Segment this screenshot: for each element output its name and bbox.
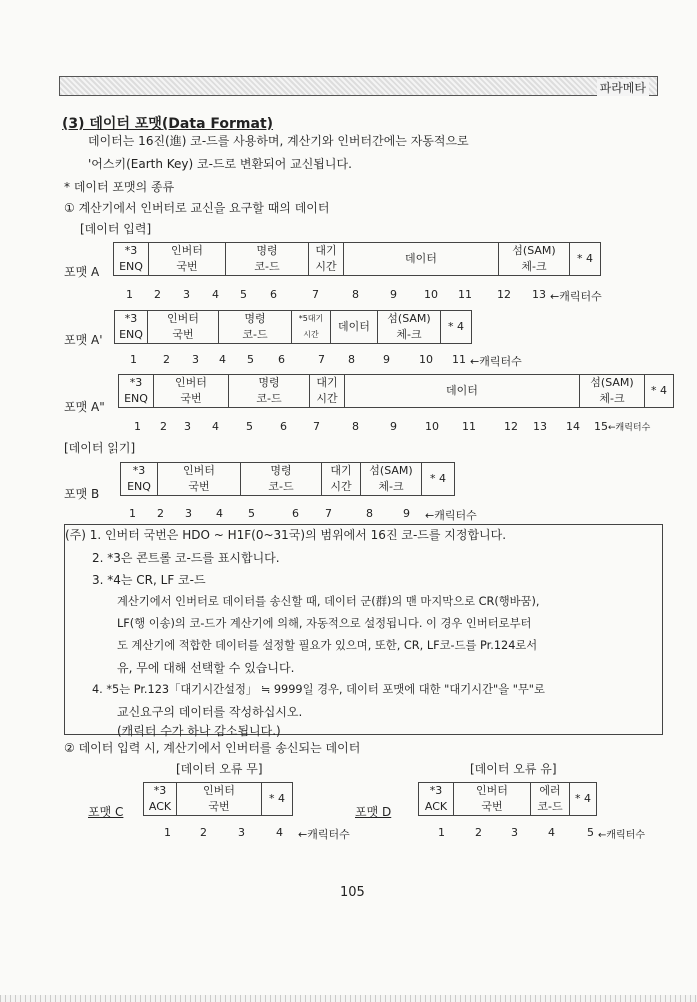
- cell: 체-크: [378, 327, 441, 344]
- cell: ENQ: [114, 259, 149, 276]
- char-number: 1: [126, 288, 133, 301]
- cell: 인버터: [454, 783, 531, 800]
- char-number: 2: [200, 826, 207, 839]
- note-3-line-d: 유, 무에 대해 선택할 수 있습니다.: [117, 661, 295, 675]
- char-number: 13: [533, 420, 547, 433]
- intro-line-1: 데이터는 16진(進) 코-드를 사용하며, 계산기와 인버터간에는 자동적으로: [88, 134, 469, 148]
- cell: *3: [144, 783, 177, 800]
- cell: 체-크: [361, 479, 422, 496]
- cell: 국번: [454, 799, 531, 816]
- char-number: 4: [276, 826, 283, 839]
- section-header-bar: [59, 76, 658, 96]
- no-error-label: [데이터 오류 무]: [176, 762, 263, 776]
- cell: 코-드: [219, 327, 292, 344]
- format-a-prime-table: [114, 310, 472, 344]
- format-c-table: [143, 782, 293, 816]
- cell: *3: [115, 311, 148, 328]
- page-number: 105: [340, 885, 365, 900]
- char-number: 12: [497, 288, 511, 301]
- cell: *3: [119, 375, 154, 392]
- cell: 섬(SAM): [499, 243, 570, 260]
- cell: 섬(SAM): [378, 311, 441, 328]
- cell: *3: [419, 783, 454, 800]
- cell: 데이터: [345, 375, 580, 408]
- char-number: 8: [366, 507, 373, 520]
- cell: 명령: [229, 375, 310, 392]
- cell: 코-드: [229, 391, 310, 408]
- cell: * 4: [422, 463, 455, 496]
- char-number: 4: [548, 826, 555, 839]
- note-4: 4. *5는 Pr.123「대기시간설정」 ≒ 9999일 경우, 데이터 포맷에 대한 "대기시간"을 "무"로: [92, 683, 545, 696]
- cell: 국번: [154, 391, 229, 408]
- scan-edge-texture: [0, 995, 697, 1002]
- char-number: 2: [163, 353, 170, 366]
- format-a-table: [113, 242, 601, 276]
- cell: 국번: [148, 327, 219, 344]
- note-2: 2. *3은 콘트롤 코-드를 표시합니다.: [92, 551, 280, 565]
- char-number: 11: [462, 420, 476, 433]
- char-number: 6: [278, 353, 285, 366]
- cell: ENQ: [119, 391, 154, 408]
- char-number: 1: [438, 826, 445, 839]
- char-number: 3: [238, 826, 245, 839]
- format-a-double-prime-table: [118, 374, 674, 408]
- cell: 시간: [292, 327, 331, 344]
- char-number: 9: [390, 420, 397, 433]
- char-number: 3: [185, 507, 192, 520]
- cell: ACK: [144, 799, 177, 816]
- cell: * 4: [645, 375, 674, 408]
- page-title: (3) 데이터 포맷(Data Format): [62, 116, 274, 132]
- cell: ACK: [419, 799, 454, 816]
- cell: 섬(SAM): [361, 463, 422, 480]
- data-input-label: [데이터 입력]: [80, 222, 152, 236]
- note-1: (주) 1. 인버터 국번은 HDO ~ H1F(0~31국)의 범위에서 16진 코-드를 지정합니다.: [65, 528, 507, 542]
- char-number: 10: [425, 420, 439, 433]
- notes-box: [64, 524, 663, 738]
- char-number: 5: [246, 420, 253, 433]
- char-number: 10: [419, 353, 433, 366]
- cell: *3: [114, 243, 149, 260]
- cell: 국번: [177, 799, 262, 816]
- char-number: 2: [154, 288, 161, 301]
- cell: 섬(SAM): [580, 375, 645, 392]
- note-4-line-b: (캐릭터 수가 하나 감소됩니다.): [117, 724, 281, 738]
- char-number: 5: [587, 826, 594, 839]
- char-number: 2: [475, 826, 482, 839]
- format-d-label: 포맷 D: [355, 805, 392, 819]
- note-4-line-a: 교신요구의 데이터를 작성하십시오.: [117, 705, 303, 719]
- char-number: 4: [212, 420, 219, 433]
- char-number: 6: [280, 420, 287, 433]
- cell: *5대기: [292, 311, 331, 328]
- format-d-table: [418, 782, 597, 816]
- char-number: 3: [183, 288, 190, 301]
- char-number: 7: [312, 288, 319, 301]
- char-number: 4: [212, 288, 219, 301]
- cell: 코-드: [226, 259, 309, 276]
- cell: ENQ: [115, 327, 148, 344]
- char-count-label: ←캐릭터수: [298, 828, 350, 841]
- cell: 인버터: [149, 243, 226, 260]
- char-number: 4: [219, 353, 226, 366]
- char-number: 5: [240, 288, 247, 301]
- cell: 데이터: [331, 311, 378, 344]
- char-number: 11: [452, 353, 466, 366]
- cell: 에러: [531, 783, 570, 800]
- char-number: 9: [383, 353, 390, 366]
- cell: 국번: [149, 259, 226, 276]
- note-3: 3. *4는 CR, LF 코-드: [92, 573, 206, 587]
- char-number: 4: [216, 507, 223, 520]
- char-number: 9: [403, 507, 410, 520]
- note-3-line-a: 계산기에서 인버터로 데이터를 송신할 때, 데이터 군(群)의 맨 마지막으로 CR(행바꿈),: [117, 595, 540, 608]
- types-heading: * 데이터 포맷의 종류: [64, 180, 175, 194]
- char-number: 10: [424, 288, 438, 301]
- char-number: 8: [352, 288, 359, 301]
- cell: 체-크: [499, 259, 570, 276]
- cell: 인버터: [177, 783, 262, 800]
- data-read-label: [데이터 읽기]: [64, 441, 136, 455]
- note-3-line-c: 도 계산기에 적합한 데이터를 설정할 필요가 있으며, 또한, CR, LF코-드를 Pr.124로서: [117, 639, 538, 652]
- cell: 시간: [322, 479, 361, 496]
- char-number: 6: [292, 507, 299, 520]
- char-number: 3: [184, 420, 191, 433]
- char-count-label: ←캐릭터수: [550, 290, 602, 303]
- cell: 대기: [310, 375, 345, 392]
- char-number: 7: [318, 353, 325, 366]
- cell: 데이터: [344, 243, 499, 276]
- cell: 시간: [309, 259, 344, 276]
- cell: 국번: [158, 479, 241, 496]
- cell: *3: [121, 463, 158, 480]
- char-number: 3: [511, 826, 518, 839]
- cell: 체-크: [580, 391, 645, 408]
- cell: 코-드: [241, 479, 322, 496]
- cell: * 4: [441, 311, 472, 344]
- item-1-text: ① 계산기에서 인버터로 교신을 요구할 때의 데이터: [64, 201, 330, 215]
- char-count-label: ←캐릭터수: [425, 509, 477, 522]
- char-number: 14: [566, 420, 580, 433]
- char-number: 11: [458, 288, 472, 301]
- char-number: 1: [134, 420, 141, 433]
- char-number: 3: [192, 353, 199, 366]
- cell: 인버터: [154, 375, 229, 392]
- format-b-table: [120, 462, 455, 496]
- item-2-text: ② 데이터 입력 시, 계산기에서 인버터를 송신되는 데이터: [64, 741, 361, 755]
- cell: 인버터: [148, 311, 219, 328]
- char-count-label: ←캐릭터수: [470, 355, 522, 368]
- cell: * 4: [262, 783, 293, 816]
- cell: 명령: [226, 243, 309, 260]
- char-number: 8: [352, 420, 359, 433]
- cell: ENQ: [121, 479, 158, 496]
- cell: * 4: [570, 243, 601, 276]
- char-count-label: ←캐릭터수: [598, 830, 646, 841]
- cell: 대기: [309, 243, 344, 260]
- char-number: 13: [532, 288, 546, 301]
- format-b-label: 포맷 B: [64, 487, 100, 501]
- char-number: 5: [247, 353, 254, 366]
- char-number: 12: [504, 420, 518, 433]
- note-3-line-b: LF(행 이송)의 코-드가 계산기에 의해, 자동적으로 설정됩니다. 이 경우 인버터로부터: [117, 617, 532, 630]
- char-number: 7: [313, 420, 320, 433]
- cell: 인버터: [158, 463, 241, 480]
- char-number: 2: [157, 507, 164, 520]
- char-count-label: ←캐릭터수: [608, 423, 651, 433]
- format-c-label: 포맷 C: [88, 805, 124, 819]
- char-number: 9: [390, 288, 397, 301]
- char-number: 1: [164, 826, 171, 839]
- cell: 명령: [219, 311, 292, 328]
- char-number: 1: [129, 507, 136, 520]
- cell: 대기: [322, 463, 361, 480]
- char-number: 5: [248, 507, 255, 520]
- error-label: [데이터 오류 유]: [470, 762, 557, 776]
- cell: 명령: [241, 463, 322, 480]
- cell: 코-드: [531, 799, 570, 816]
- format-a-label: 포맷 A: [64, 265, 100, 279]
- section-label: 파라메타: [597, 79, 649, 96]
- cell: 시간: [310, 391, 345, 408]
- format-a-double-prime-label: 포맷 A": [64, 400, 105, 414]
- char-number: 2: [160, 420, 167, 433]
- format-a-prime-label: 포맷 A': [64, 333, 103, 347]
- char-number: 1: [130, 353, 137, 366]
- char-number: 7: [325, 507, 332, 520]
- char-number: 6: [270, 288, 277, 301]
- cell: * 4: [570, 783, 597, 816]
- char-number: 15: [594, 420, 608, 433]
- char-number: 8: [348, 353, 355, 366]
- intro-line-2: '어스키(Earth Key) 코-드로 변환되어 교신됩니다.: [88, 157, 352, 171]
